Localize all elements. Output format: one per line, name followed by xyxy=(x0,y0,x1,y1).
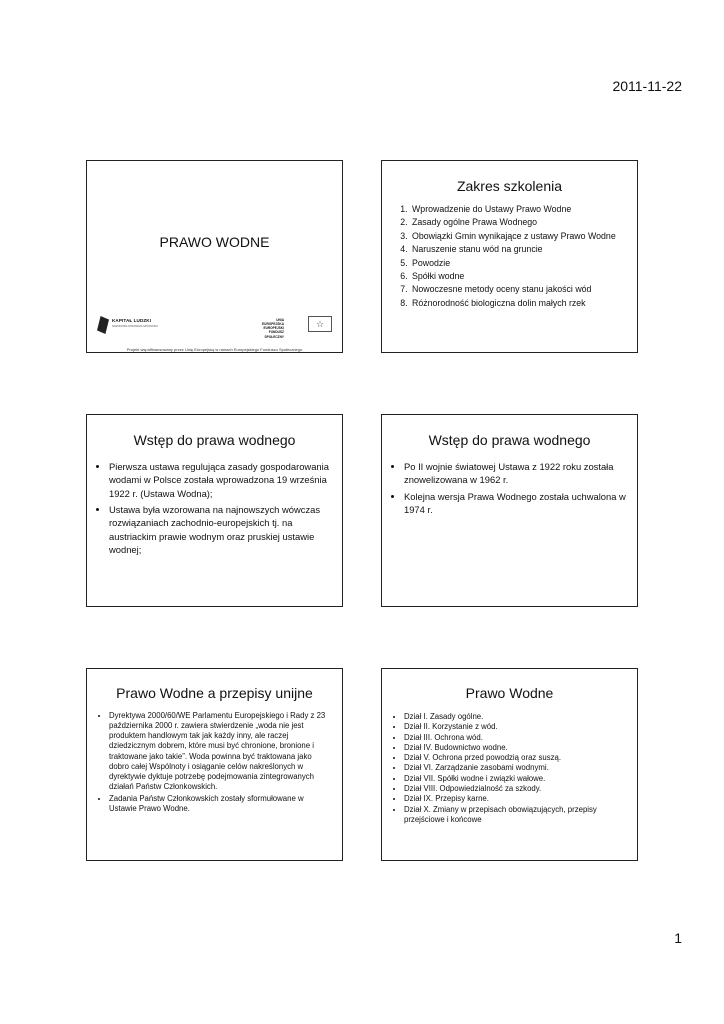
slide-4-title: Wstęp do prawa wodnego xyxy=(428,432,591,448)
slide-6 xyxy=(381,668,638,861)
list-item: 8. Różnorodność biologiczna dolin małych rzek xyxy=(410,298,627,309)
slide-5-title: Prawo Wodne a przepisy unijne xyxy=(116,685,313,701)
list-item: 2. Zasady ogólne Prawa Wodnego xyxy=(410,217,627,228)
list-item: • Ustawa była wzorowana na najnowszych wówczas rozwiązaniach zachodnio-europejskich tj. na austriackim prawie wodnym oraz pruskiej ustawie wodnej; xyxy=(109,503,332,556)
list-item: • Po II wojnie światowej Ustawa z 1922 roku została znowelizowana w 1962 r. xyxy=(404,460,627,487)
slide-3 xyxy=(86,414,343,607)
list-item: • Dział I. Zasady ogólne. xyxy=(404,712,627,722)
bullet-list xyxy=(392,460,627,516)
list-item: • Dział VII. Spółki wodne i związki wałowe. xyxy=(404,774,627,784)
bullet-list xyxy=(97,711,332,814)
list-item: 6. Spółki wodne xyxy=(410,271,627,282)
list-item: • Pierwsza ustawa regulująca zasady gospodarowania wodami w Polsce została wprowadzona 19 września 1922 r. (Ustawa Wodna); xyxy=(109,460,332,500)
slide-2-title: Zakres szkolenia xyxy=(456,178,563,194)
list-item: • Dyrektywa 2000/60/WE Parlamentu Europejskiego i Rady z 23 października 2000 r. zawiera stwierdzenie „woda nie jest produktem handlowym tak jak każdy inny, ale raczej dziedzicznym dobrem, które musi być chronione, bronione i traktowane jako takie”. Woda powinna być traktowana jako dobro całej Wspólnoty i osiąganie celów nakreślonych w dyrektywie dyktuje potrzebę podejmowania zintegrowanych działań Państw Członkowskich. xyxy=(109,711,332,792)
bullet-list xyxy=(97,460,332,556)
eu-logo: UNIA EUROPEJSKA EUROPEJSKI FUNDUSZ SPOŁECZNY ☆ xyxy=(252,316,332,334)
list-item: 1. Wprowadzenie do Ustawy Prawo Wodne xyxy=(410,204,627,215)
kapital-ludzki-logo: KAPITAŁ LUDZKI NARODOWA STRATEGIA SPÓJNOŚCI xyxy=(97,316,177,336)
list-item: • Dział X. Zmiany w przepisach obowiązujących, przepisy przejściowe i końcowe xyxy=(404,805,627,826)
list-item: • Dział IX. Przepisy karne. xyxy=(404,794,627,804)
slide-1-title: PRAWO WODNE xyxy=(159,234,270,250)
list-item: • Dział VIII. Odpowiedzialność za szkody. xyxy=(404,784,627,794)
list-item: 3. Obowiązki Gmin wynikające z ustawy Prawo Wodne xyxy=(410,231,627,242)
list-item: • Zadania Państw Członkowskich zostały sformułowane w Ustawie Prawo Wodne. xyxy=(109,794,332,814)
list-item: 7. Nowoczesne metody oceny stanu jakości wód xyxy=(410,284,627,295)
eu-flag-icon: ☆ xyxy=(308,316,332,332)
slide-6-title: Prawo Wodne xyxy=(465,685,554,701)
list-item: • Dział IV. Budownictwo wodne. xyxy=(404,743,627,753)
logo-bar xyxy=(95,318,334,346)
list-item: • Kolejna wersja Prawa Wodnego została uchwalona w 1974 r. xyxy=(404,490,627,517)
list-item: • Dział II. Korzystanie z wód. xyxy=(404,722,627,732)
slide-4 xyxy=(381,414,638,607)
list-item: 4. Naruszenie stanu wód na gruncie xyxy=(410,244,627,255)
slide-1 xyxy=(86,160,343,353)
page-number: 1 xyxy=(674,930,682,946)
bullet-list xyxy=(392,712,627,825)
list-item: • Dział III. Ochrona wód. xyxy=(404,733,627,743)
slide-5 xyxy=(86,668,343,861)
kapital-ludzki-icon xyxy=(97,316,109,334)
list-item: 5. Powodzie xyxy=(410,258,627,269)
slide-2 xyxy=(381,160,638,353)
page-date: 2011-11-22 xyxy=(612,78,682,94)
list-item: • Dział V. Ochrona przed powodzią oraz suszą. xyxy=(404,753,627,763)
slide-1-footnote: Projekt współfinansowany przez Unię Europejską w ramach Europejskiego Funduszu Społecznego xyxy=(126,347,303,352)
agenda-list xyxy=(394,204,627,309)
slide-3-title: Wstęp do prawa wodnego xyxy=(133,432,296,448)
list-item: • Dział VI. Zarządzanie zasobami wodnymi. xyxy=(404,763,627,773)
